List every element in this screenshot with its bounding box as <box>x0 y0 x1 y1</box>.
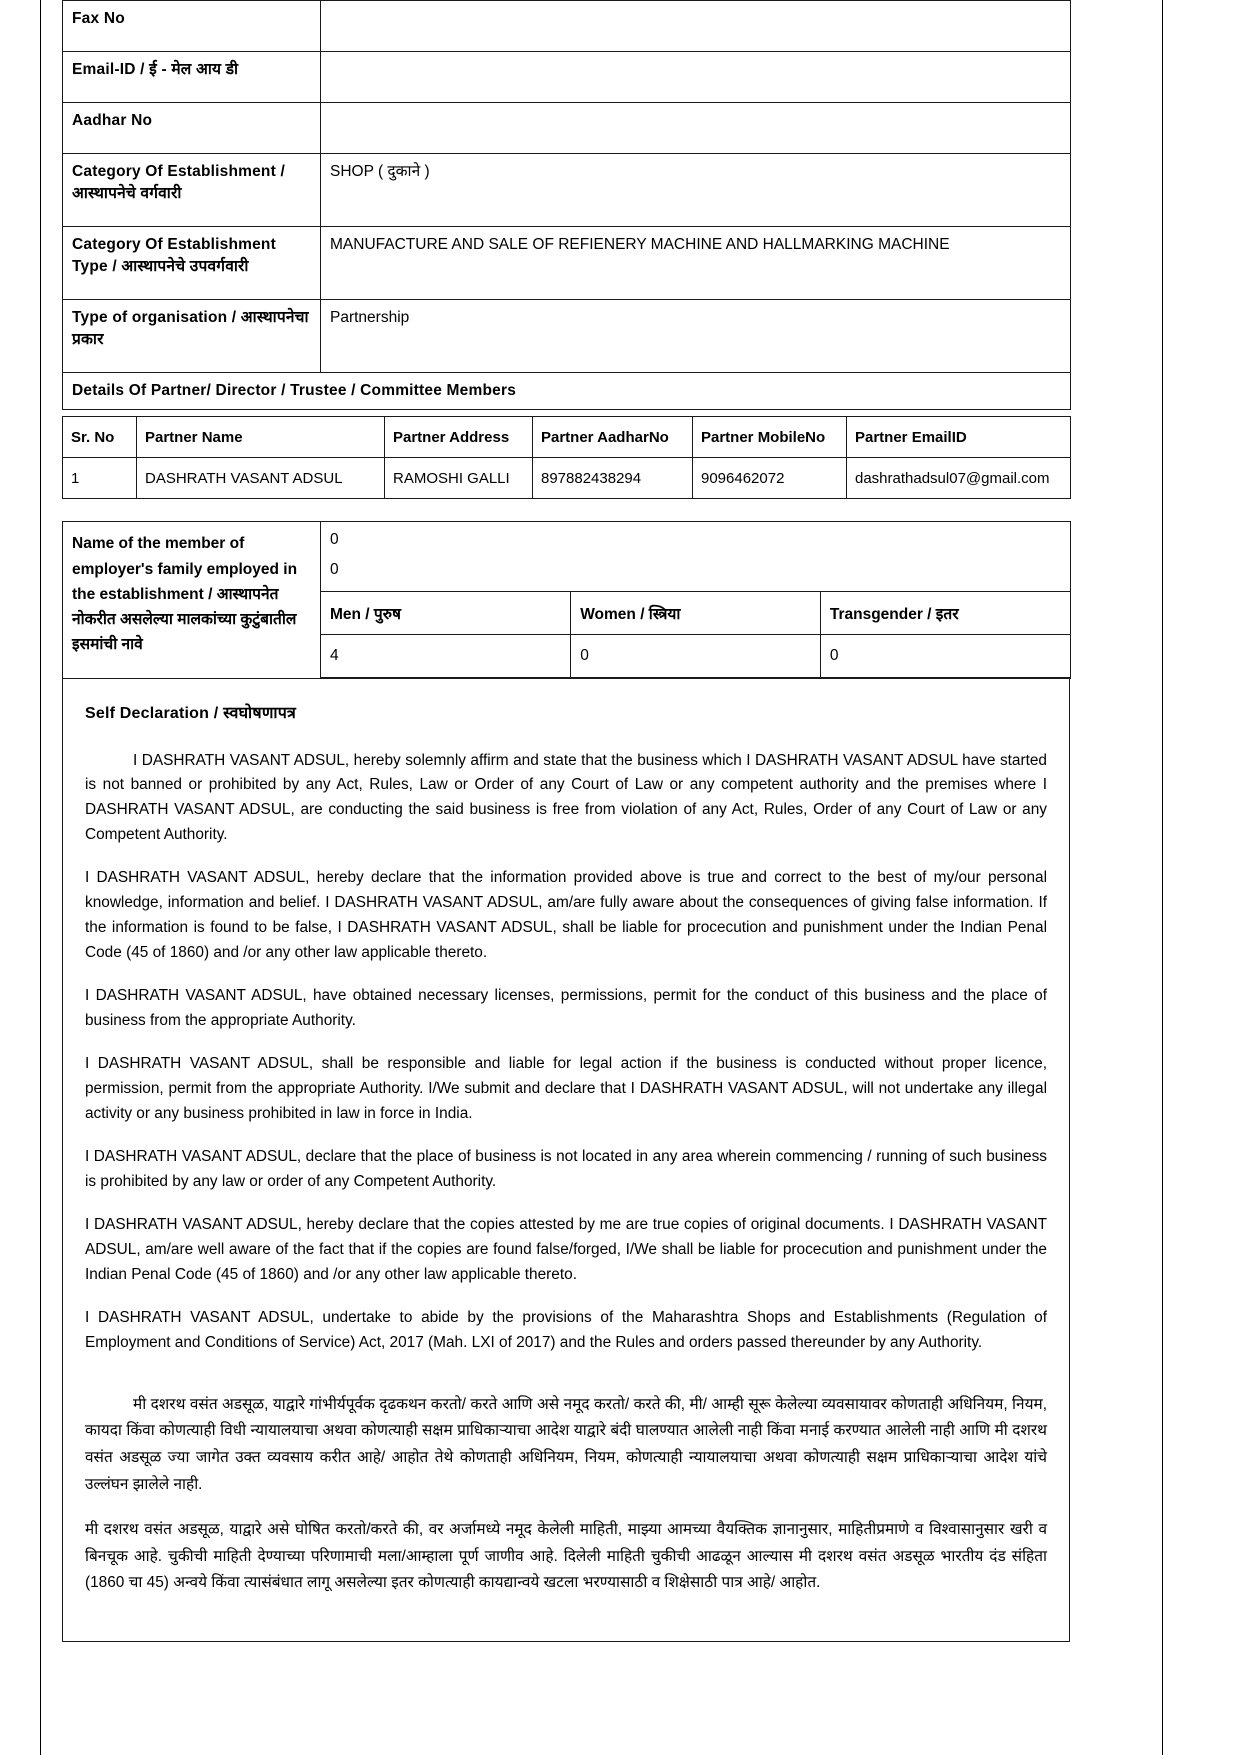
field-label-category-of-establishment: Category Of Establishment / आस्थापनेचे वर्गवारी <box>63 154 321 227</box>
page-right-border <box>1162 0 1163 1755</box>
field-value-fax-no <box>321 1 1071 52</box>
declaration-paragraph-7: I DASHRATH VASANT ADSUL, undertake to abide by the provisions of the Maharashtra Shops and Establishments (Regulation of Employment and Conditions of Service) Act, 2017 (Mah. LXI of 2017) and the Rules and orders passed thereunder by any Authority. <box>85 1308 1047 1351</box>
partner-section-heading-table <box>62 372 1071 410</box>
column-header-partner-name: Partner Name <box>137 417 385 458</box>
family-label-text: Name of the member of employer's family employed in the establishment / आस्थापनेत नोकरीत असलेल्या मालकांच्या कुटुंबातील इसमांची नावे <box>72 535 298 653</box>
field-value-type-of-organisation: Partnership <box>321 300 1071 373</box>
column-header-partner-mobile-no: Partner MobileNo <box>693 417 847 458</box>
table-row <box>63 300 1071 373</box>
page-left-border <box>40 0 41 1755</box>
cell-partner-name: DASHRATH VASANT ADSUL <box>137 458 385 499</box>
column-header-women: Women / स्त्रिया <box>571 591 821 634</box>
cell-sr-no: 1 <box>63 458 137 499</box>
cell-women-count: 0 <box>571 634 821 677</box>
cell-transgender-count: 0 <box>820 634 1070 677</box>
table-row <box>63 1 1071 52</box>
table-row <box>63 373 1071 410</box>
self-declaration-title: Self Declaration / स्वघोषणापत्र <box>85 704 297 722</box>
establishment-details-table <box>62 0 1071 373</box>
declaration-paragraph-1: I DASHRATH VASANT ADSUL, hereby solemnly affirm and state that the business which I DASHRATH VASANT ADSUL have started is not banned or prohibited by any Act, Rules, Law or Order of any Court of Law or any competent authority and the premises where I DASHRATH VASANT ADSUL, are conducting the said business is free from violation of any Act, Rules, Order of any Court of Law or any Competent Authority. <box>85 751 1047 844</box>
family-label-cell <box>63 522 321 678</box>
column-header-partner-email-id: Partner EmailID <box>847 417 1071 458</box>
column-header-partner-address: Partner Address <box>385 417 533 458</box>
column-header-sr-no: Sr. No <box>63 417 137 458</box>
declaration-paragraph-marathi-1: मी दशरथ वसंत अडसूळ, याद्वारे गांभीर्यपूर्वक दृढकथन करतो/ करते आणि असे नमूद करतो/ करते की, मी/ आम्ही सूरू केलेल्या व्यवसायावर कोणताही अधिनियम, नियम, कायदा किंवा कोणत्याही विधी न्यायालयाचा अथवा कोणत्याही सक्षम प्राधिकाऱ्याचा आदेश याद्वारे बंदी घालण्यात आलेली नाही किंवा मनाई करण्यात आलेली नाही आणि मी दशरथ वसंत अडसूळ ज्या जागेत उक्त व्यवसाय करीत आहे/ आहोत तेथे कोणताही अधिनियम, नियम, कोणत्याही न्यायालयाचा अथवा कोणत्याही सक्षम प्राधिकाऱ्याचा आदेश यांचे उल्लंघन झालेले नाही. <box>85 1395 1047 1493</box>
field-label-email-id: Email-ID / ई - मेल आय डी <box>63 52 321 103</box>
declaration-paragraph-marathi-2: मी दशरथ वसंत अडसूळ, याद्वारे असे घोषित करतो/करते की, वर अर्जामध्ये नमूद केलेली माहिती, माझ्या आमच्या वैयक्तिक ज्ञानानुसार, माहितीप्रमाणे व विश्वासानुसार खरी व बिनचूक आहे. चुकीची माहिती देण्याच्या परिणामाची मला/आम्हाला पूर्ण जाणीव आहे. दिलेली माहिती चुकीची आढळून आल्यास मी दशरथ वसंत अडसूळ भारतीय दंड संहिता (1860 चा 45) अन्वये किंवा त्यासंबंधात लागू असलेल्या इतर कोणत्याही कायद्यान्वये खटला भरण्यासाठी व शिक्षेसाठी पात्र आहे/ आहोत. <box>85 1520 1047 1592</box>
cell-partner-address: RAMOSHI GALLI <box>385 458 533 499</box>
cell-partner-mobile-no: 9096462072 <box>693 458 847 499</box>
cell-partner-email-id: dashrathadsul07@gmail.com <box>847 458 1071 499</box>
field-value-category-of-establishment-type: MANUFACTURE AND SALE OF REFIENERY MACHINE AND HALLMARKING MACHINE <box>321 227 1071 300</box>
declaration-paragraph-6: I DASHRATH VASANT ADSUL, hereby declare that the copies attested by me are true copies of original documents. I DASHRATH VASANT ADSUL, am/are well aware of the fact that if the copies are found false/forged, I/We shall be liable for procecution and punishment under the Indian Penal Code (45 of 1860) and /or any other law applicable thereto. <box>85 1215 1047 1283</box>
partner-details-table <box>62 416 1071 499</box>
column-header-partner-aadhar-no: Partner AadharNo <box>533 417 693 458</box>
column-header-men: Men / पुरुष <box>321 591 571 634</box>
cell-men-count: 4 <box>321 634 571 677</box>
column-header-transgender: Transgender / इतर <box>820 591 1070 634</box>
table-header-row <box>321 591 1070 634</box>
gender-breakdown-table <box>321 591 1070 678</box>
table-row <box>63 52 1071 103</box>
partner-section-heading: Details Of Partner/ Director / Trustee / Committee Members <box>63 373 1071 410</box>
declaration-language-gap <box>85 1374 1047 1392</box>
field-label-aadhar-no: Aadhar No <box>63 103 321 154</box>
table-row <box>63 103 1071 154</box>
field-value-email-id <box>321 52 1071 103</box>
table-header-row <box>63 417 1071 458</box>
field-value-aadhar-no <box>321 103 1071 154</box>
document-content <box>62 0 1070 1642</box>
table-row <box>63 154 1071 227</box>
declaration-paragraph-4: I DASHRATH VASANT ADSUL, shall be responsible and liable for legal action if the business is conducted without proper licence, permission, permit from the appropriate Authority. I/We submit and declare that I DASHRATH VASANT ADSUL, will not undertake any illegal activity or any business prohibited in law in force in India. <box>85 1055 1047 1122</box>
family-value-line-1: 0 <box>330 531 339 549</box>
family-values-cell <box>321 522 1071 678</box>
field-label-fax-no: Fax No <box>63 1 321 52</box>
self-declaration-section <box>62 679 1070 1643</box>
table-row <box>63 458 1071 499</box>
table-row <box>63 227 1071 300</box>
family-value-line-2: 0 <box>330 561 339 579</box>
declaration-paragraph-2: I DASHRATH VASANT ADSUL, hereby declare that the information provided above is true and correct to the best of my/our personal knowledge, information and belief. I DASHRATH VASANT ADSUL, am/are fully aware about the consequences of giving false information. If the information is found to be false, I DASHRATH VASANT ADSUL, shall be liable for procecution and punishment under the Indian Penal Code (45 of 1860) and /or any other law applicable thereto. <box>85 869 1047 962</box>
cell-partner-aadhar-no: 897882438294 <box>533 458 693 499</box>
declaration-paragraph-5: I DASHRATH VASANT ADSUL, declare that the place of business is not located in any area wherein commencing / running of such business is prohibited by any law or order of any Competent Authority. <box>85 1147 1047 1190</box>
table-row <box>321 634 1070 677</box>
field-value-category-of-establishment: SHOP ( दुकाने ) <box>321 154 1071 227</box>
field-label-category-of-establishment-type: Category Of Establishment Type / आस्थापनेचे उपवर्गवारी <box>63 227 321 300</box>
family-members-table <box>62 521 1071 678</box>
table-row <box>63 522 1071 678</box>
declaration-paragraph-3: I DASHRATH VASANT ADSUL, have obtained necessary licenses, permissions, permit for the conduct of this business and the place of business from the appropriate Authority. <box>85 987 1047 1030</box>
field-label-type-of-organisation: Type of organisation / आस्थापनेचा प्रकार <box>63 300 321 373</box>
